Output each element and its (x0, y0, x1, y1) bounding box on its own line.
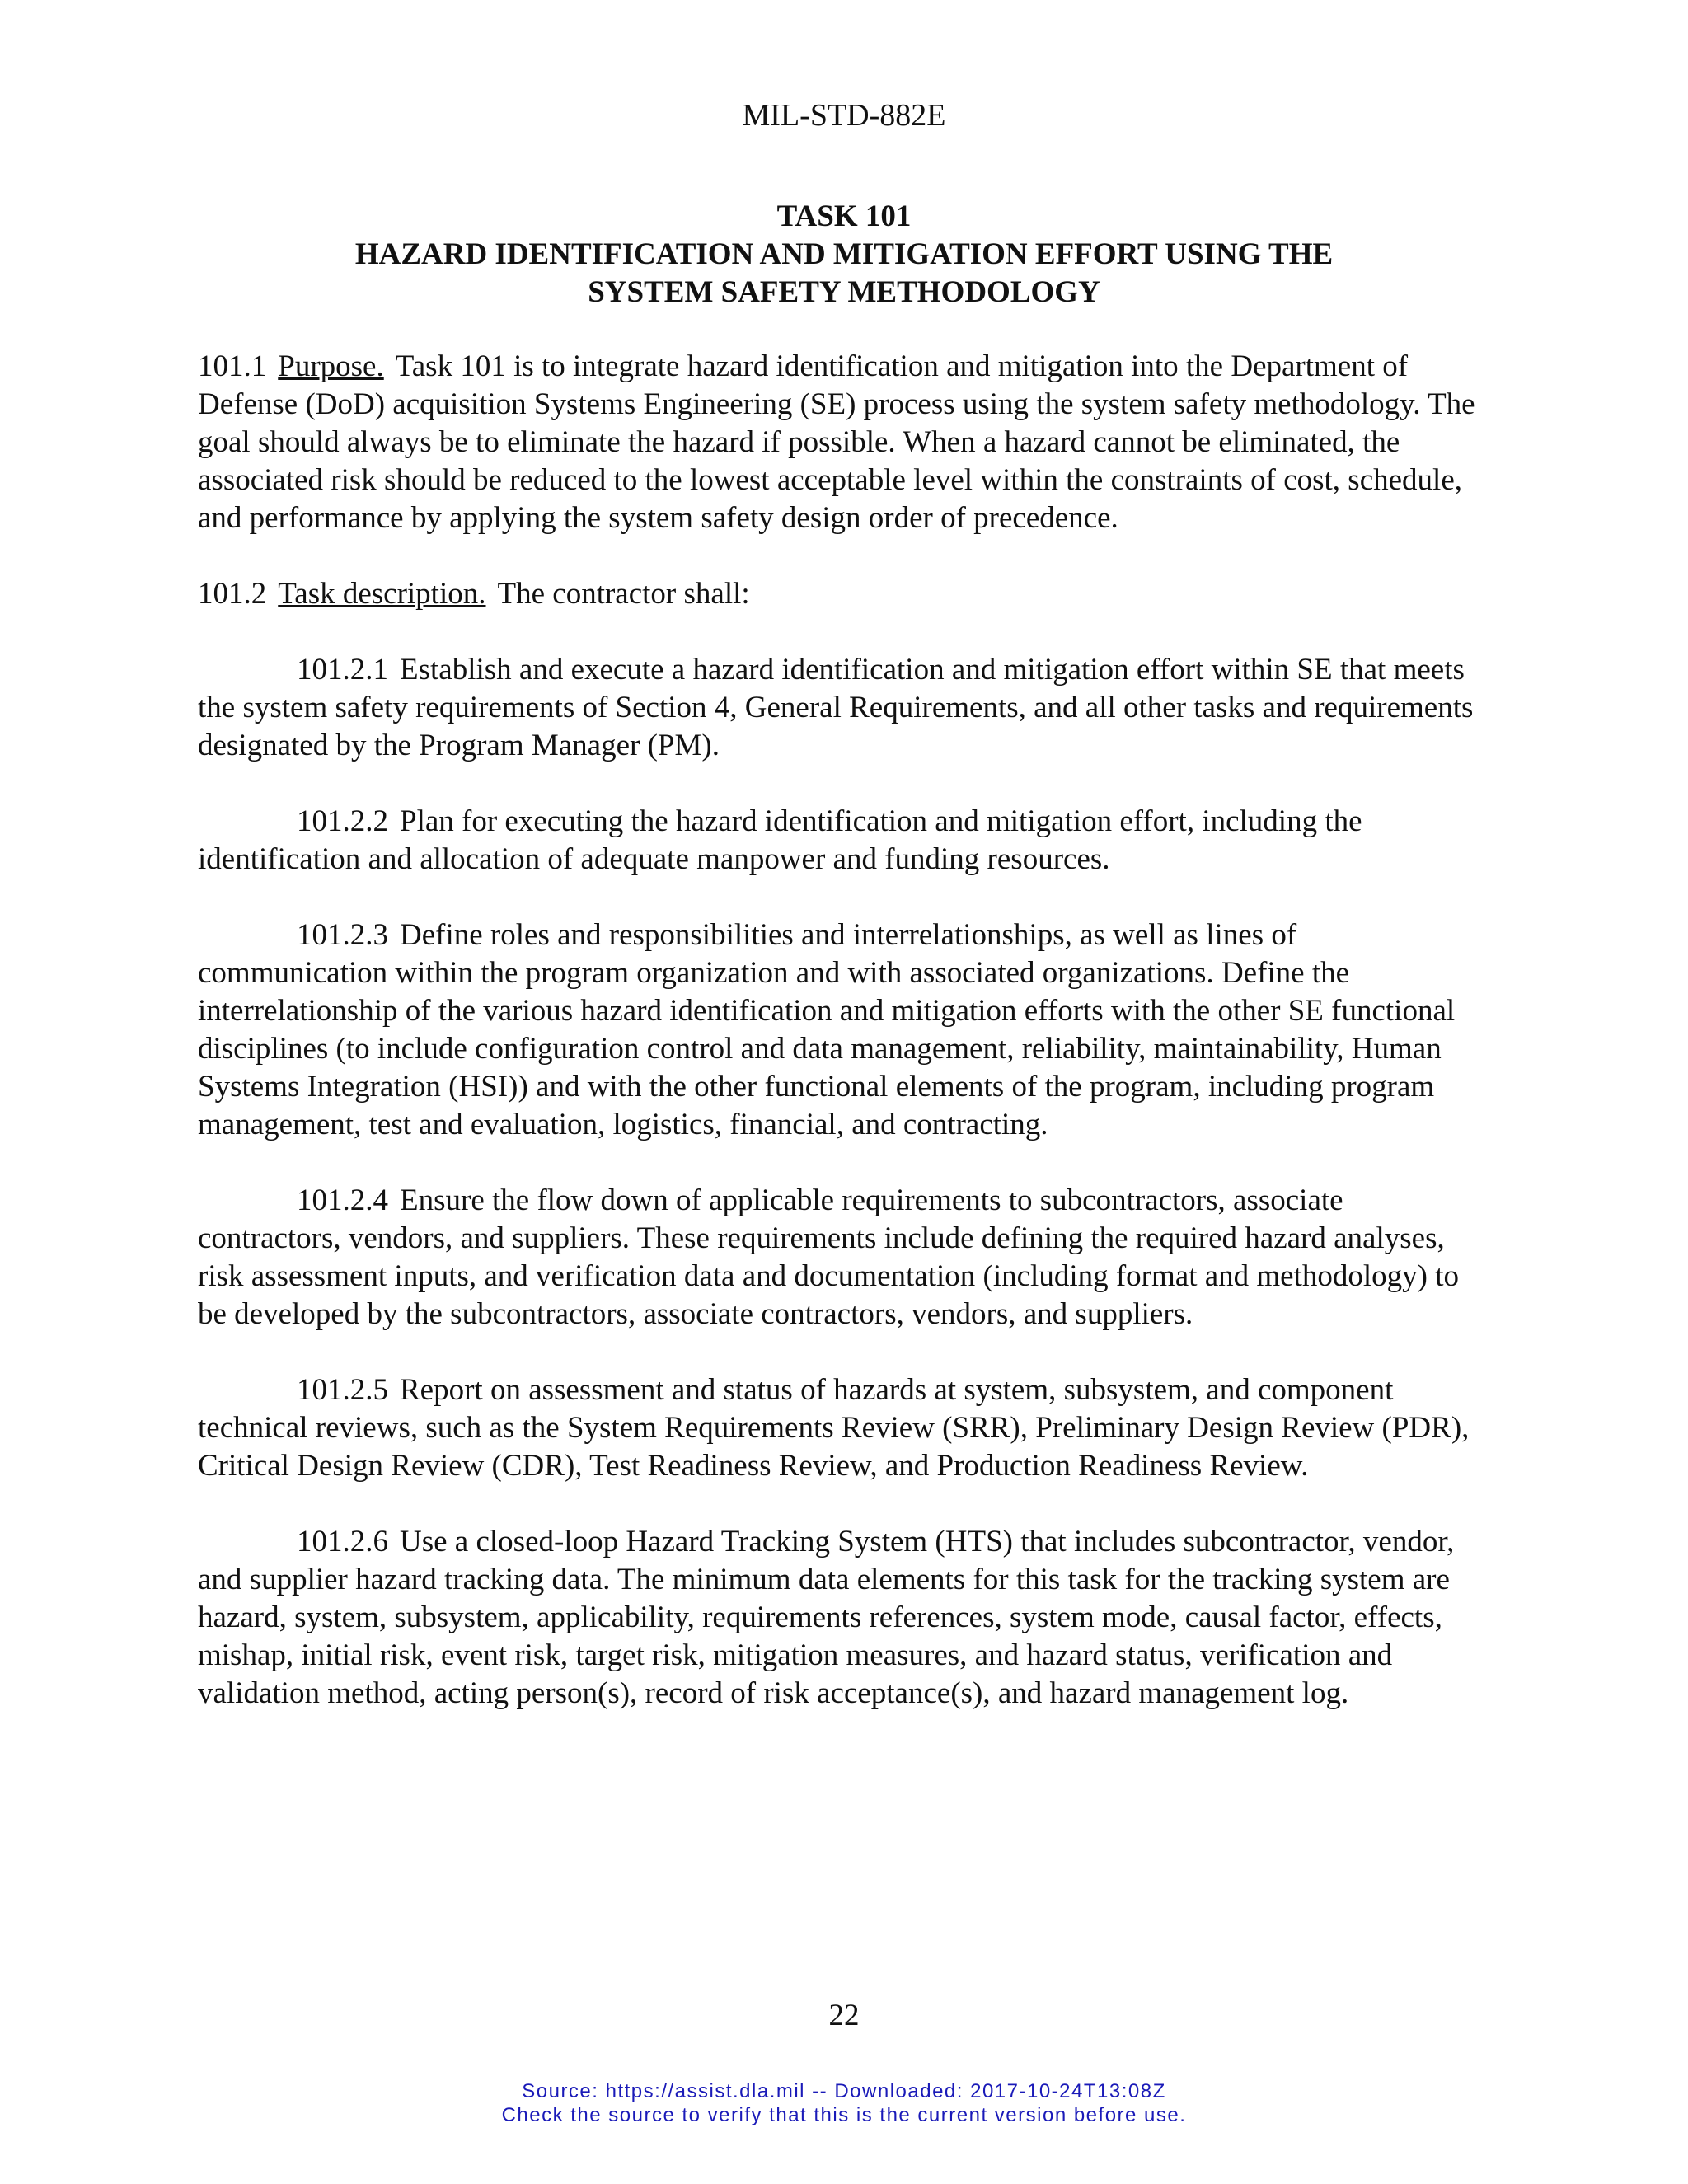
document-id-header: MIL-STD-882E (742, 98, 946, 133)
section-heading: Purpose. (278, 349, 384, 383)
source-line: Source: https://assist.dla.mil -- Downloaded: 2017-10-24T13:08Z (522, 2080, 1166, 2102)
subitem-text: Plan for executing the hazard identification and mitigation effort, including the identification and allocation of adequate manpower and funding resources. (198, 804, 1362, 876)
section-number: 101.1 (198, 349, 267, 383)
purpose-paragraph (198, 348, 1490, 537)
subitem-text: Use a closed-loop Hazard Tracking System (HTS) that includes subcontractor, vendor, and supplier hazard tracking data. The minimum data elements for this task for the tracking system are hazard, system, subsystem, applicability, requirements references, system mode, causal factor, effects, mishap, initial risk, event risk, target risk, mitigation measures, and hazard status, verification and validation method, acting person(s), record of risk acceptance(s), and hazard management log. (198, 1525, 1455, 1710)
subitem-text: Establish and execute a hazard identification and mitigation effort within SE that meets the system safety requirements of Section 4, General Requirements, and all other tasks and requirements designated by the Program Manager (PM). (198, 653, 1474, 762)
page-number: 22 (828, 1999, 860, 2032)
section-text: The contractor shall: (497, 577, 750, 611)
subitem-paragraph-101-2-2 (198, 803, 1490, 879)
subitem-paragraph-101-2-3 (198, 916, 1490, 1144)
task-title-block (198, 198, 1490, 312)
subitem-number: 101.2.2 (297, 804, 388, 838)
subitem-number: 101.2.5 (297, 1373, 388, 1407)
task-description-paragraph (198, 575, 1490, 613)
task-title-line-2: SYSTEM SAFETY METHODOLOGY (588, 275, 1100, 309)
subitem-text: Report on assessment and status of hazards at system, subsystem, and component technical reviews, such as the System Requirements Review (SRR), Preliminary Design Review (PDR), Critical Design Review (CDR), Test Readiness Review, and Production Readiness Review. (198, 1373, 1470, 1483)
subitem-number: 101.2.6 (297, 1525, 388, 1558)
subitem-paragraph-101-2-6 (198, 1523, 1490, 1713)
subitem-paragraph-101-2-5 (198, 1371, 1490, 1485)
subitem-paragraph-101-2-4 (198, 1182, 1490, 1333)
subitem-text: Ensure the flow down of applicable requirements to subcontractors, associate contractors, vendors, and suppliers. These requirements include defining the required hazard analyses, risk assessment inputs, and verification data and documentation (including format and methodology) to be developed by the subcontractors, associate contractors, vendors, and suppliers. (198, 1183, 1460, 1331)
subitem-number: 101.2.1 (297, 653, 388, 687)
subitem-text: Define roles and responsibilities and interrelationships, as well as lines of communication within the program organization and with associated organizations. Define the interrelationship of the various hazard identification and mitigation efforts with the other SE functional disciplines (to include configuration control and data management, reliability, maintainability, Human Systems Integration (HSI)) and with the other functional elements of the program, including program management, test and evaluation, logistics, financial, and contracting. (198, 918, 1456, 1141)
source-footer (0, 2079, 1688, 2127)
check-source-line: Check the source to verify that this is the current version before use. (501, 2104, 1187, 2126)
section-text: Task 101 is to integrate hazard identification and mitigation into the Department of Defense (DoD) acquisition Systems Engineering (SE) process using the system safety methodology. The goal should always be to eliminate the hazard if possible. When a hazard cannot be eliminated, the associated risk should be reduced to the lowest acceptable level within the constraints of cost, schedule, and performance by applying the system safety design order of precedence. (198, 349, 1475, 535)
task-title-line-1: HAZARD IDENTIFICATION AND MITIGATION EFFORT USING THE (354, 237, 1334, 271)
subitem-paragraph-101-2-1 (198, 651, 1490, 765)
subitem-number: 101.2.4 (297, 1183, 388, 1217)
section-heading: Task description. (278, 577, 486, 611)
document-body (198, 348, 1490, 1750)
section-number: 101.2 (198, 577, 267, 611)
subitem-number: 101.2.3 (297, 918, 388, 952)
task-number-title: TASK 101 (776, 199, 912, 233)
